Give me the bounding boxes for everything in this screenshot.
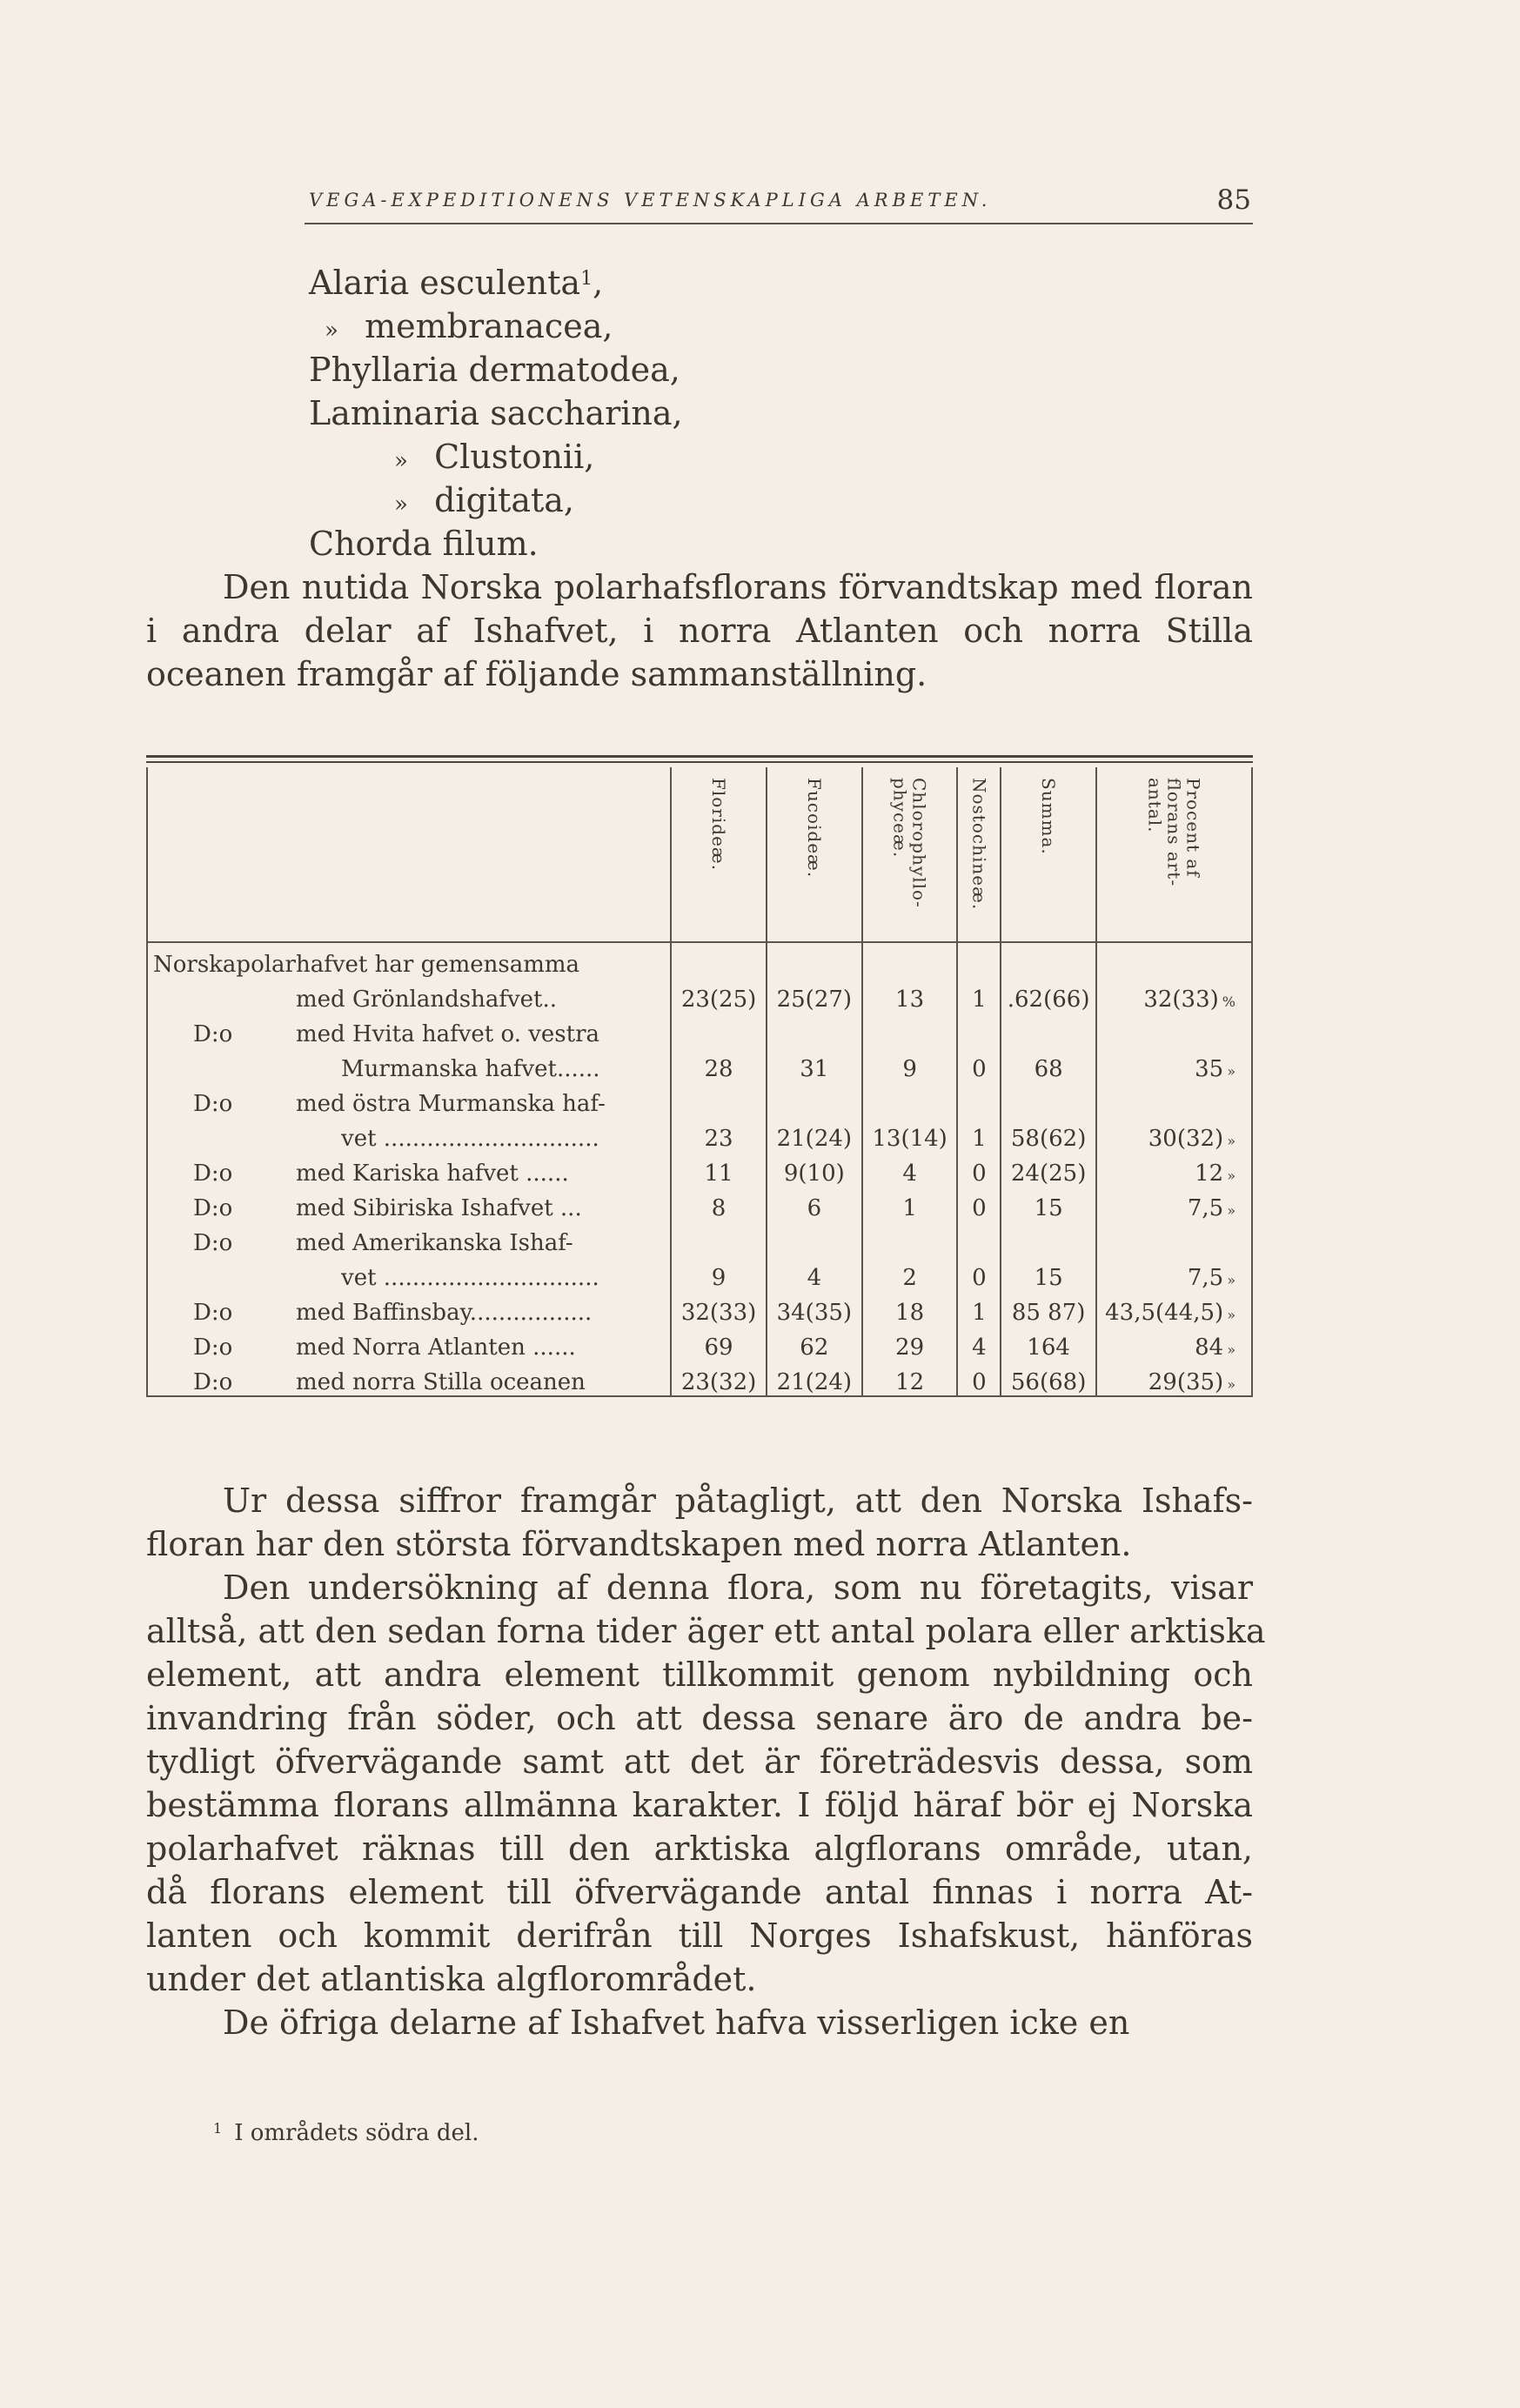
row-label bbox=[147, 942, 671, 978]
table-cell bbox=[671, 942, 767, 978]
row-label bbox=[147, 1152, 671, 1187]
table-row bbox=[147, 1187, 1252, 1221]
ditto-label: D:o bbox=[193, 1230, 233, 1256]
cell-chloro: 18 bbox=[862, 1291, 958, 1326]
cell-nostoc: 0 bbox=[957, 1361, 1001, 1396]
ditto-mark: » bbox=[1227, 1272, 1235, 1288]
row-label bbox=[147, 1117, 671, 1152]
column-header: Procent af florans art-antal. bbox=[1096, 767, 1252, 942]
footnote-text: I områdets södra del. bbox=[234, 2120, 479, 2146]
cell-florideae: 28 bbox=[671, 1047, 767, 1082]
cell-nostoc: 1 bbox=[957, 1291, 1001, 1326]
ditto-mark: » bbox=[1227, 1167, 1235, 1184]
species-name: membranacea, bbox=[365, 307, 613, 345]
column-header: Florideæ. bbox=[671, 767, 767, 942]
table-cell bbox=[671, 1082, 767, 1117]
ditto-mark: » bbox=[1227, 1133, 1235, 1149]
procent-value: 35 bbox=[1195, 1056, 1224, 1082]
cell-procent bbox=[1096, 1187, 1252, 1221]
table-row bbox=[147, 1152, 1252, 1187]
table-cell bbox=[957, 1013, 1001, 1047]
table-cell bbox=[767, 942, 862, 978]
species-item bbox=[309, 435, 683, 478]
paragraph-intro: Den nutida Norska polarhafsflorans förvandtskap med floran i andra delar af Ishafvet, i norra Atlanten och norra Stilla oceanen framgår af följande sammanställning. bbox=[146, 568, 1253, 693]
cell-nostoc: 0 bbox=[957, 1152, 1001, 1187]
cell-fucoideae: 21(24) bbox=[767, 1361, 862, 1396]
table-row bbox=[147, 1013, 1252, 1047]
ditto-label: D:o bbox=[193, 1195, 233, 1221]
species-name: digitata, bbox=[434, 481, 574, 519]
running-header bbox=[305, 184, 1253, 224]
ditto-label: D:o bbox=[193, 1300, 233, 1326]
procent-value: 7,5 bbox=[1187, 1265, 1224, 1291]
table-row bbox=[147, 1082, 1252, 1117]
cell-summa: 24(25) bbox=[1001, 1152, 1096, 1187]
cell-florideae: 8 bbox=[671, 1187, 767, 1221]
cell-chloro: 2 bbox=[862, 1256, 958, 1291]
cell-procent bbox=[1096, 1291, 1252, 1326]
cell-florideae: 69 bbox=[671, 1326, 767, 1361]
row-label bbox=[147, 978, 671, 1013]
footnote-ref: 1 bbox=[580, 268, 593, 290]
procent-value: 7,5 bbox=[1187, 1195, 1224, 1221]
table-row bbox=[147, 1047, 1252, 1082]
table-cell bbox=[862, 1013, 958, 1047]
paragraph-discussion: Den undersökning af denna flora, som nu företagits, visar alltså, att den sedan forna tider äger ett antal polara eller arktiska element, att andra element tillkommit genom nybildning och invandring från söder, och att dessa senare äro de andra be- tydligt öfvervägande samt att det är företrädesvis dessa, som bestämma florans allmänna karakter. I följd häraf bör ej Norska polarhafvet räknas till den arktiska algflorans område, utan, då florans element till öfvervägande antal finnas i norra At- lanten och kommit derifrån till Norges Ishafskust, hänföras under det atlantiska algflorområdet. bbox=[146, 1569, 1266, 1998]
procent-value: 32(33) bbox=[1143, 987, 1219, 1013]
cell-procent bbox=[1096, 978, 1252, 1013]
table-cell bbox=[671, 1221, 767, 1256]
cell-fucoideae: 31 bbox=[767, 1047, 862, 1082]
ditto-label: D:o bbox=[193, 1091, 233, 1117]
running-title: VEGA-EXPEDITIONENS VETENSKAPLIGA ARBETEN. bbox=[309, 190, 992, 211]
cell-summa: 15 bbox=[1001, 1256, 1096, 1291]
cell-fucoideae: 21(24) bbox=[767, 1117, 862, 1152]
cell-fucoideae: 62 bbox=[767, 1326, 862, 1361]
paragraph-conclusion: Ur dessa siffror framgår påtagligt, att den Norska Ishafs- floran har den största förvandtskapen med norra Atlanten. bbox=[146, 1482, 1253, 1563]
species-name: Alaria esculenta bbox=[309, 264, 581, 302]
species-list bbox=[309, 261, 683, 565]
cell-chloro: 29 bbox=[862, 1326, 958, 1361]
ditto-mark: » bbox=[394, 492, 408, 518]
table-cell bbox=[957, 942, 1001, 978]
cell-nostoc: 1 bbox=[957, 978, 1001, 1013]
table-row bbox=[147, 942, 1252, 978]
cell-summa: .62(66) bbox=[1001, 978, 1096, 1013]
procent-value: 84 bbox=[1195, 1334, 1224, 1361]
ditto-label: D:o bbox=[193, 1021, 233, 1047]
cell-nostoc: 4 bbox=[957, 1326, 1001, 1361]
species-item bbox=[309, 391, 683, 435]
ditto-mark: » bbox=[1227, 1202, 1235, 1219]
cell-nostoc: 1 bbox=[957, 1117, 1001, 1152]
paragraph-continuation: De öfriga delarne af Ishafvet hafva visserligen icke en bbox=[223, 2003, 1130, 2042]
table-cell bbox=[1096, 1082, 1252, 1117]
procent-value: 43,5(44,5) bbox=[1105, 1300, 1224, 1326]
table-cell bbox=[671, 1013, 767, 1047]
table-row bbox=[147, 1117, 1252, 1152]
species-item: Alaria esculenta$^1$, bbox=[309, 264, 604, 302]
cell-florideae: 32(33) bbox=[671, 1291, 767, 1326]
ditto-mark: » bbox=[1227, 1376, 1235, 1393]
table-cell bbox=[1096, 1013, 1252, 1047]
cell-florideae: 23(32) bbox=[671, 1361, 767, 1396]
row-label bbox=[147, 1082, 671, 1117]
table-row bbox=[147, 978, 1252, 1013]
cell-procent bbox=[1096, 1361, 1252, 1396]
table-header-blank bbox=[147, 767, 671, 942]
cell-florideae: 23 bbox=[671, 1117, 767, 1152]
row-label-text: vet .............................. bbox=[341, 1265, 599, 1291]
row-intro-text: Norskapolarhafvet har gemensamma bbox=[153, 952, 580, 978]
cell-procent bbox=[1096, 1152, 1252, 1187]
row-label bbox=[147, 1326, 671, 1361]
species-item bbox=[309, 522, 683, 565]
cell-chloro: 13 bbox=[862, 978, 958, 1013]
cell-procent bbox=[1096, 1047, 1252, 1082]
cell-summa: 85 87) bbox=[1001, 1291, 1096, 1326]
cell-chloro: 4 bbox=[862, 1152, 958, 1187]
comparison-table bbox=[146, 767, 1253, 1397]
row-label-text: Murmanska hafvet...... bbox=[341, 1056, 600, 1082]
cell-nostoc: 0 bbox=[957, 1187, 1001, 1221]
table-top-rule-inner bbox=[146, 761, 1253, 763]
species-name: Laminaria saccharina, bbox=[309, 394, 683, 432]
row-label-text: med Baffinsbay................. bbox=[296, 1300, 593, 1326]
table-cell bbox=[862, 942, 958, 978]
column-header: Nostochineæ. bbox=[957, 767, 1001, 942]
table-cell bbox=[862, 1082, 958, 1117]
cell-summa: 15 bbox=[1001, 1187, 1096, 1221]
table-cell bbox=[767, 1013, 862, 1047]
table-header-row bbox=[147, 767, 1252, 942]
row-label bbox=[147, 1361, 671, 1396]
cell-fucoideae: 6 bbox=[767, 1187, 862, 1221]
cell-fucoideae: 9(10) bbox=[767, 1152, 862, 1187]
procent-value: 12 bbox=[1195, 1161, 1224, 1187]
cell-chloro: 12 bbox=[862, 1361, 958, 1396]
table-cell bbox=[1001, 942, 1096, 978]
row-label-text: med norra Stilla oceanen bbox=[296, 1369, 586, 1395]
cell-florideae: 23(25) bbox=[671, 978, 767, 1013]
row-label bbox=[147, 1187, 671, 1221]
species-item bbox=[309, 478, 683, 522]
cell-fucoideae: 4 bbox=[767, 1256, 862, 1291]
table-cell bbox=[767, 1082, 862, 1117]
table-cell bbox=[1096, 942, 1252, 978]
row-label-text: med Sibiriska Ishafvet ... bbox=[296, 1195, 582, 1221]
page-number: 85 bbox=[1216, 184, 1251, 216]
footnote bbox=[213, 2120, 479, 2146]
table-body bbox=[147, 942, 1252, 1396]
cell-fucoideae: 34(35) bbox=[767, 1291, 862, 1326]
column-header: Summa. bbox=[1001, 767, 1096, 942]
cell-nostoc: 0 bbox=[957, 1047, 1001, 1082]
species-item bbox=[309, 348, 683, 391]
row-label bbox=[147, 1256, 671, 1291]
table-cell bbox=[957, 1221, 1001, 1256]
row-label bbox=[147, 1047, 671, 1082]
cell-procent bbox=[1096, 1256, 1252, 1291]
cell-summa: 58(62) bbox=[1001, 1117, 1096, 1152]
species-name: Phyllaria dermatodea, bbox=[309, 351, 680, 389]
ditto-mark: » bbox=[1227, 1063, 1235, 1080]
column-header: Fucoideæ. bbox=[767, 767, 862, 942]
table-cell bbox=[767, 1221, 862, 1256]
cell-chloro: 1 bbox=[862, 1187, 958, 1221]
cell-florideae: 11 bbox=[671, 1152, 767, 1187]
cell-nostoc: 0 bbox=[957, 1256, 1001, 1291]
cell-procent bbox=[1096, 1326, 1252, 1361]
cell-florideae: 9 bbox=[671, 1256, 767, 1291]
species-name: Chorda filum. bbox=[309, 525, 539, 563]
row-label-text: med Norra Atlanten ...... bbox=[296, 1334, 576, 1361]
row-label-text: med Hvita hafvet o. vestra bbox=[296, 1021, 600, 1047]
row-label-text: med Grönlandshafvet.. bbox=[296, 987, 558, 1013]
table-row bbox=[147, 1221, 1252, 1256]
ditto-label: D:o bbox=[193, 1369, 233, 1395]
ditto-mark: » bbox=[1227, 1307, 1235, 1323]
row-label-text: med Kariska hafvet ...... bbox=[296, 1161, 569, 1187]
cell-chloro: 13(14) bbox=[862, 1117, 958, 1152]
column-header: Chlorophyllo-phyceæ. bbox=[862, 767, 958, 942]
row-label bbox=[147, 1013, 671, 1047]
ditto-label: D:o bbox=[193, 1334, 233, 1361]
ditto-mark: » bbox=[1227, 1341, 1235, 1358]
table-cell bbox=[862, 1221, 958, 1256]
ditto-label: D:o bbox=[193, 1161, 233, 1187]
table-row bbox=[147, 1326, 1252, 1361]
procent-value: 30(32) bbox=[1148, 1126, 1224, 1152]
cell-summa: 56(68) bbox=[1001, 1361, 1096, 1396]
table-row bbox=[147, 1291, 1252, 1326]
species-item bbox=[309, 304, 683, 348]
row-label-text: vet .............................. bbox=[341, 1126, 599, 1152]
ditto-mark: » bbox=[394, 448, 408, 474]
row-label bbox=[147, 1291, 671, 1326]
row-label-text: med östra Murmanska haf- bbox=[296, 1091, 606, 1117]
table-cell bbox=[1001, 1082, 1096, 1117]
table-row bbox=[147, 1361, 1252, 1396]
table-cell bbox=[1001, 1221, 1096, 1256]
cell-fucoideae: 25(27) bbox=[767, 978, 862, 1013]
cell-procent bbox=[1096, 1117, 1252, 1152]
footnote-mark: 1 bbox=[213, 2120, 223, 2137]
table-top-rule bbox=[146, 755, 1253, 758]
cell-chloro: 9 bbox=[862, 1047, 958, 1082]
cell-summa: 68 bbox=[1001, 1047, 1096, 1082]
table-cell bbox=[957, 1082, 1001, 1117]
table-cell bbox=[1096, 1221, 1252, 1256]
species-name: Clustonii, bbox=[434, 438, 595, 476]
cell-summa: 164 bbox=[1001, 1326, 1096, 1361]
table-cell bbox=[1001, 1013, 1096, 1047]
ditto-mark: » bbox=[325, 318, 338, 344]
row-label-text: med Amerikanska Ishaf- bbox=[296, 1230, 573, 1256]
table-row bbox=[147, 1256, 1252, 1291]
row-label bbox=[147, 1221, 671, 1256]
procent-value: 29(35) bbox=[1148, 1369, 1224, 1395]
ditto-mark: % bbox=[1222, 993, 1235, 1010]
